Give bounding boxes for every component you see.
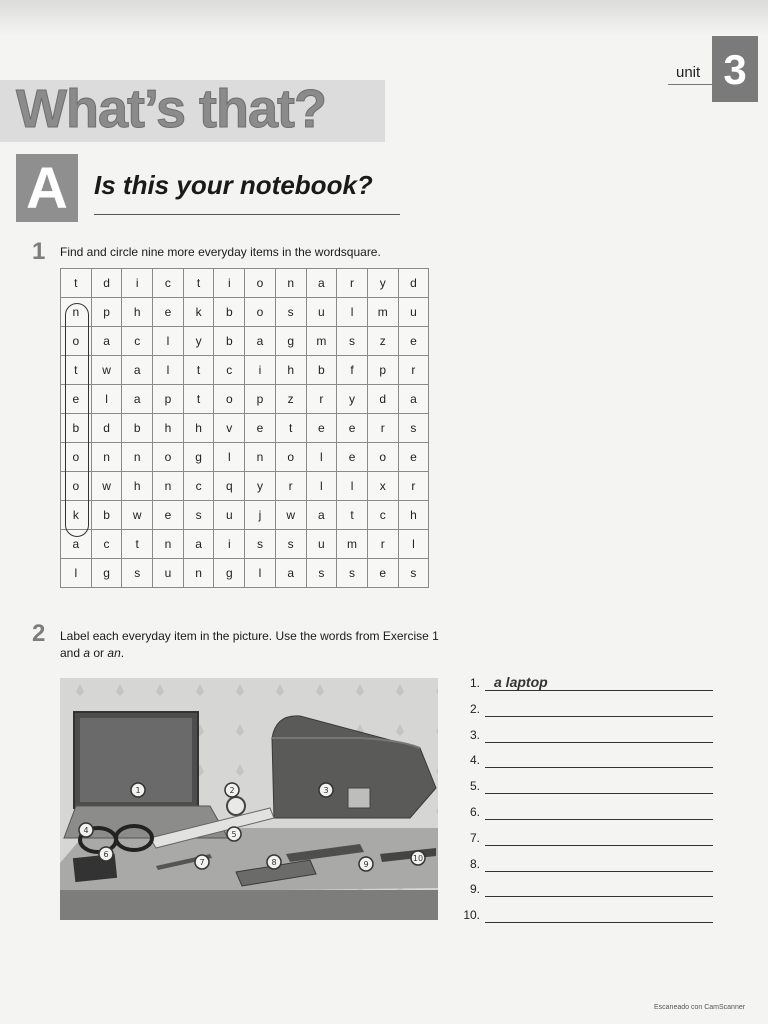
wordsquare-cell: t — [61, 356, 92, 385]
section-title: Is this your notebook? — [94, 170, 373, 200]
wordsquare-cell: b — [91, 501, 122, 530]
wordsquare-cell: h — [398, 501, 429, 530]
scan-shadow — [0, 0, 768, 36]
picture-marker: 9 — [363, 860, 369, 869]
wordsquare-cell: t — [337, 501, 368, 530]
wordsquare-cell: s — [398, 414, 429, 443]
wordsquare-row — [61, 327, 429, 356]
wordsquare-cell: e — [398, 327, 429, 356]
picture-marker: 5 — [231, 830, 237, 839]
answer-line[interactable] — [485, 690, 713, 691]
wordsquare-cell: l — [306, 443, 337, 472]
wordsquare-cell: l — [91, 385, 122, 414]
circled-word-notebook — [65, 303, 89, 537]
wordsquare-cell: s — [398, 559, 429, 588]
answer-number: 2. — [469, 701, 480, 716]
wordsquare-row — [61, 385, 429, 414]
wordsquare-cell: a — [183, 530, 214, 559]
wordsquare-cell: e — [337, 443, 368, 472]
page-title: What’s that? — [16, 79, 326, 139]
wordsquare-cell: s — [275, 298, 306, 327]
exercise-2-number: 2 — [32, 620, 46, 647]
picture-marker: 3 — [323, 786, 329, 795]
wordsquare-cell: n — [61, 298, 92, 327]
wordsquare-cell: t — [61, 269, 92, 298]
wordsquare-cell: y — [245, 472, 276, 501]
wordsquare-cell: o — [153, 443, 184, 472]
picture-marker: 1 — [135, 786, 141, 795]
wordsquare-cell: k — [61, 501, 92, 530]
exercise-2-instruction — [60, 628, 439, 662]
wordsquare-cell: i — [214, 269, 245, 298]
wordsquare-cell: l — [337, 472, 368, 501]
wordsquare-row — [61, 443, 429, 472]
exercise-2-word-an: an — [107, 646, 121, 660]
wordsquare-cell: n — [153, 530, 184, 559]
answer-row — [458, 728, 718, 748]
wordsquare-cell: o — [61, 327, 92, 356]
exercise-2-instruction-prefix: and — [60, 646, 84, 660]
wordsquare-row — [61, 530, 429, 559]
wordsquare-cell: n — [245, 443, 276, 472]
picture-marker: 10 — [412, 854, 424, 863]
wordsquare-cell: a — [91, 327, 122, 356]
wordsquare-cell: l — [61, 559, 92, 588]
wordsquare-cell: b — [214, 327, 245, 356]
wordsquare-cell: r — [337, 269, 368, 298]
section-letter: A — [16, 154, 78, 222]
wordsquare-cell: r — [398, 472, 429, 501]
wordsquare-cell: a — [245, 327, 276, 356]
wordsquare-cell: o — [275, 443, 306, 472]
wordsquare-grid — [60, 268, 429, 588]
wordsquare-cell: w — [91, 356, 122, 385]
wordsquare-cell: c — [153, 269, 184, 298]
wordsquare-row — [61, 414, 429, 443]
scanner-watermark: Escaneado con CamScanner — [654, 1004, 746, 1011]
wordsquare-cell: r — [306, 385, 337, 414]
answer-row — [458, 908, 718, 928]
answer-number: 8. — [469, 856, 480, 871]
wordsquare-cell: h — [275, 356, 306, 385]
wordsquare-cell: p — [367, 356, 398, 385]
answer-line[interactable] — [485, 845, 713, 846]
wordsquare-cell: c — [367, 501, 398, 530]
wordsquare-cell: b — [214, 298, 245, 327]
answer-line[interactable] — [485, 742, 713, 743]
answer-line[interactable] — [485, 896, 713, 897]
answer-row — [458, 753, 718, 773]
wordsquare-cell: n — [122, 443, 153, 472]
wordsquare-cell: p — [245, 385, 276, 414]
wordsquare-row — [61, 298, 429, 327]
answer-row — [458, 831, 718, 851]
answer-line[interactable] — [485, 819, 713, 820]
wordsquare-cell: r — [275, 472, 306, 501]
answer-line[interactable] — [485, 767, 713, 768]
wordsquare-cell: r — [398, 356, 429, 385]
answer-row — [458, 676, 718, 696]
wordsquare-cell: p — [153, 385, 184, 414]
wordsquare-cell: l — [153, 327, 184, 356]
wordsquare-cell: b — [122, 414, 153, 443]
wordsquare-cell: c — [183, 472, 214, 501]
wordsquare-cell: n — [91, 443, 122, 472]
wordsquare-cell: u — [153, 559, 184, 588]
wordsquare-cell: m — [306, 327, 337, 356]
wordsquare-cell: s — [337, 559, 368, 588]
wordsquare-cell: t — [122, 530, 153, 559]
wordsquare-cell: a — [122, 356, 153, 385]
answer-row — [458, 882, 718, 902]
wordsquare-cell: o — [245, 269, 276, 298]
answer-number: 1. — [469, 676, 480, 690]
desk-items-illustration — [60, 678, 438, 920]
wordsquare-cell: y — [337, 385, 368, 414]
wordsquare-cell: n — [275, 269, 306, 298]
wordsquare-cell: i — [214, 530, 245, 559]
wordsquare-cell: e — [61, 385, 92, 414]
wordsquare-cell: e — [153, 298, 184, 327]
wordsquare-cell: m — [367, 298, 398, 327]
wordsquare-cell: w — [122, 501, 153, 530]
wordsquare-cell: l — [337, 298, 368, 327]
wordsquare-cell: c — [122, 327, 153, 356]
wordsquare-cell: d — [398, 269, 429, 298]
wordsquare-row — [61, 559, 429, 588]
wordsquare-cell: m — [337, 530, 368, 559]
wordsquare-cell: s — [275, 530, 306, 559]
answer-number: 4. — [469, 753, 480, 768]
wordsquare-cell: t — [183, 356, 214, 385]
wordsquare-cell: i — [122, 269, 153, 298]
wordsquare-cell: d — [367, 385, 398, 414]
wordsquare-row — [61, 501, 429, 530]
wordsquare-cell: w — [275, 501, 306, 530]
wordsquare-cell: c — [91, 530, 122, 559]
wordsquare-cell: l — [245, 559, 276, 588]
wordsquare-cell: g — [183, 443, 214, 472]
wordsquare-cell: w — [91, 472, 122, 501]
answer-number: 6. — [469, 805, 480, 819]
unit-tab — [668, 36, 760, 102]
answer-number: 10. — [463, 908, 480, 923]
wordsquare-cell: u — [214, 501, 245, 530]
wordsquare-cell: h — [122, 472, 153, 501]
desk-items-picture — [60, 678, 438, 920]
wordsquare-cell: a — [122, 385, 153, 414]
answer-row — [458, 857, 718, 877]
exercise-1-number: 1 — [32, 238, 46, 265]
answer-row — [458, 779, 718, 799]
wordsquare-cell: i — [245, 356, 276, 385]
wordsquare-cell: a — [398, 385, 429, 414]
wordsquare-cell: p — [91, 298, 122, 327]
wordsquare-cell: v — [214, 414, 245, 443]
wordsquare-cell: l — [398, 530, 429, 559]
wordsquare-cell: s — [245, 530, 276, 559]
unit-rule — [668, 84, 714, 85]
wordsquare-cell: l — [153, 356, 184, 385]
exercise-2-instruction-line1: Label each everyday item in the picture. Use the words from Exercise 1 — [60, 629, 439, 643]
wordsquare-cell: y — [367, 269, 398, 298]
wordsquare-cell: a — [61, 530, 92, 559]
wordsquare-cell: t — [275, 414, 306, 443]
wordsquare-cell: q — [214, 472, 245, 501]
wordsquare-cell: l — [306, 472, 337, 501]
wordsquare-cell: a — [275, 559, 306, 588]
wordsquare-cell: r — [367, 414, 398, 443]
wordsquare-cell: o — [61, 443, 92, 472]
exercise-1-instruction: Find and circle nine more everyday items in the wordsquare. — [60, 245, 381, 259]
wordsquare-cell: x — [367, 472, 398, 501]
wordsquare-cell: o — [61, 472, 92, 501]
wordsquare-cell: g — [275, 327, 306, 356]
wordsquare-cell: s — [183, 501, 214, 530]
picture-marker: 2 — [229, 786, 235, 795]
section-rule — [94, 214, 400, 215]
wordsquare-cell: u — [306, 530, 337, 559]
picture-marker: 4 — [83, 826, 89, 835]
wordsquare-cell: a — [306, 269, 337, 298]
unit-label: unit — [676, 64, 701, 81]
answer-number: 9. — [469, 882, 480, 897]
wordsquare-cell: e — [398, 443, 429, 472]
wordsquare-cell: c — [214, 356, 245, 385]
wordsquare-cell: g — [91, 559, 122, 588]
answer-row — [458, 805, 718, 825]
wordsquare-row — [61, 269, 429, 298]
wordsquare-cell: r — [367, 530, 398, 559]
answer-number: 5. — [469, 779, 480, 794]
exercise-2-word-or: or — [90, 646, 108, 660]
wordsquare-cell: n — [153, 472, 184, 501]
wordsquare-cell: u — [398, 298, 429, 327]
answer-number: 3. — [469, 727, 480, 742]
exercise-2-word-a: a — [83, 646, 91, 660]
picture-marker: 8 — [271, 858, 277, 867]
wordsquare-cell: t — [183, 385, 214, 414]
wordsquare-cell: j — [245, 501, 276, 530]
wordsquare-cell: b — [306, 356, 337, 385]
wordsquare-cell: n — [183, 559, 214, 588]
wordsquare-cell: k — [183, 298, 214, 327]
wordsquare-cell: e — [367, 559, 398, 588]
answer-line[interactable] — [485, 793, 713, 794]
wordsquare-cell: a — [306, 501, 337, 530]
wordsquare-cell: o — [245, 298, 276, 327]
wordsquare-row — [61, 472, 429, 501]
wordsquare-cell: h — [153, 414, 184, 443]
answer-row — [458, 702, 718, 722]
wordsquare-cell: f — [337, 356, 368, 385]
wordsquare-cell: s — [337, 327, 368, 356]
wordsquare-cell: z — [367, 327, 398, 356]
wordsquare-cell: z — [275, 385, 306, 414]
wordsquare-cell: e — [306, 414, 337, 443]
wordsquare-cell: g — [214, 559, 245, 588]
answer-text: a laptop — [494, 674, 548, 690]
picture-marker: 7 — [199, 858, 205, 867]
wordsquare-cell: s — [306, 559, 337, 588]
wordsquare-cell: e — [245, 414, 276, 443]
wordsquare-cell: d — [91, 414, 122, 443]
wordsquare-row — [61, 356, 429, 385]
exercise-2-instruction-end: . — [120, 646, 125, 660]
wordsquare-cell: y — [183, 327, 214, 356]
wordsquare-cell: h — [122, 298, 153, 327]
answer-line[interactable] — [485, 871, 713, 872]
answer-line[interactable] — [485, 716, 713, 717]
wordsquare-cell: t — [183, 269, 214, 298]
wordsquare-cell: e — [337, 414, 368, 443]
answer-number: 7. — [469, 830, 480, 845]
wordsquare-cell: h — [183, 414, 214, 443]
wordsquare-cell: l — [214, 443, 245, 472]
unit-number: 3 — [712, 36, 758, 102]
wordsquare-cell: o — [214, 385, 245, 414]
wordsquare-cell: s — [122, 559, 153, 588]
wordsquare-cell: e — [153, 501, 184, 530]
wordsquare-cell: b — [61, 414, 92, 443]
wordsquare-cell: u — [306, 298, 337, 327]
wordsquare-cell: o — [367, 443, 398, 472]
answer-line[interactable] — [485, 922, 713, 923]
picture-marker: 6 — [103, 850, 109, 859]
wordsquare-cell: d — [91, 269, 122, 298]
